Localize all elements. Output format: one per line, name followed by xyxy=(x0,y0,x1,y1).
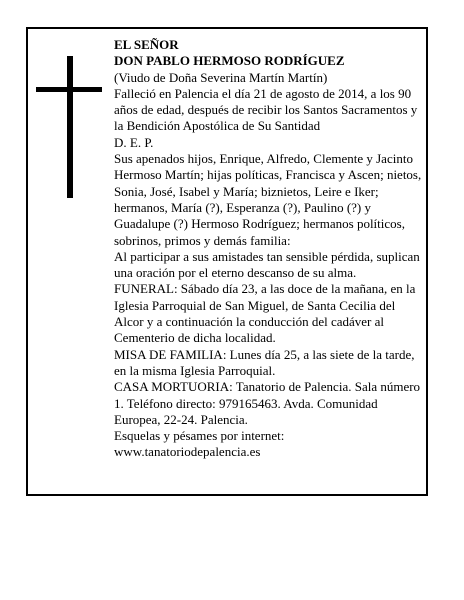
condolences-line: Esquelas y pésames por internet: xyxy=(114,428,285,444)
cross-horizontal-bar xyxy=(36,87,102,92)
deceased-name: DON PABLO HERMOSO RODRÍGUEZ xyxy=(114,53,345,69)
cross-vertical-bar xyxy=(67,56,73,198)
death-announcement: Falleció en Palencia el día 21 de agosto de 2014, a los 90 años de edad, después de recibir los Santos Sacramentos y la Bendición Apostólica de Su Santidad xyxy=(114,85,418,134)
widower-line: (Viudo de Doña Severina Martín Martín) xyxy=(114,69,328,85)
prayer-request: Al participar a sus amistades tan sensible pérdida, suplican una oración por el eterno descanso de su alma. xyxy=(114,248,420,281)
notice-heading: EL SEÑOR xyxy=(114,37,179,52)
rip-line: D. E. P. xyxy=(114,134,154,150)
obituary-text xyxy=(114,37,426,461)
mortuary-info: CASA MORTUORIA: Tanatorio de Palencia. Sala número 1. Teléfono directo: 979165463. Avda. Comunidad Europea, 22-24. Palencia. xyxy=(114,379,421,427)
family-list: Sus apenados hijos, Enrique, Alfredo, Clemente y Jacinto Hermoso Martín; hijas políticas, Francisca y Ascen; nietos, Sonia, José, Isabel y María; biznietos, Leire e Iker; hermanos, María (?), Esperanza (?), Paulino (?) y Guadalupe (?) Hermoso Rodríguez; hermanos políticos, sobrinos, primos y demás familia: xyxy=(114,151,422,248)
funeral-info: FUNERAL: Sábado día 23, a las doce de la mañana, en la Iglesia Parroquial de San Miguel, de Santa Cecilia del Alcor y a continuación la conducción del cadáver al Cementerio de dicha localidad. xyxy=(114,281,416,346)
mass-info: MISA DE FAMILIA: Lunes día 25, a las siete de la tarde, en la misma Iglesia Parroquial. xyxy=(114,346,415,378)
website-link[interactable]: www.tanatoriodepalencia.es xyxy=(114,444,261,460)
